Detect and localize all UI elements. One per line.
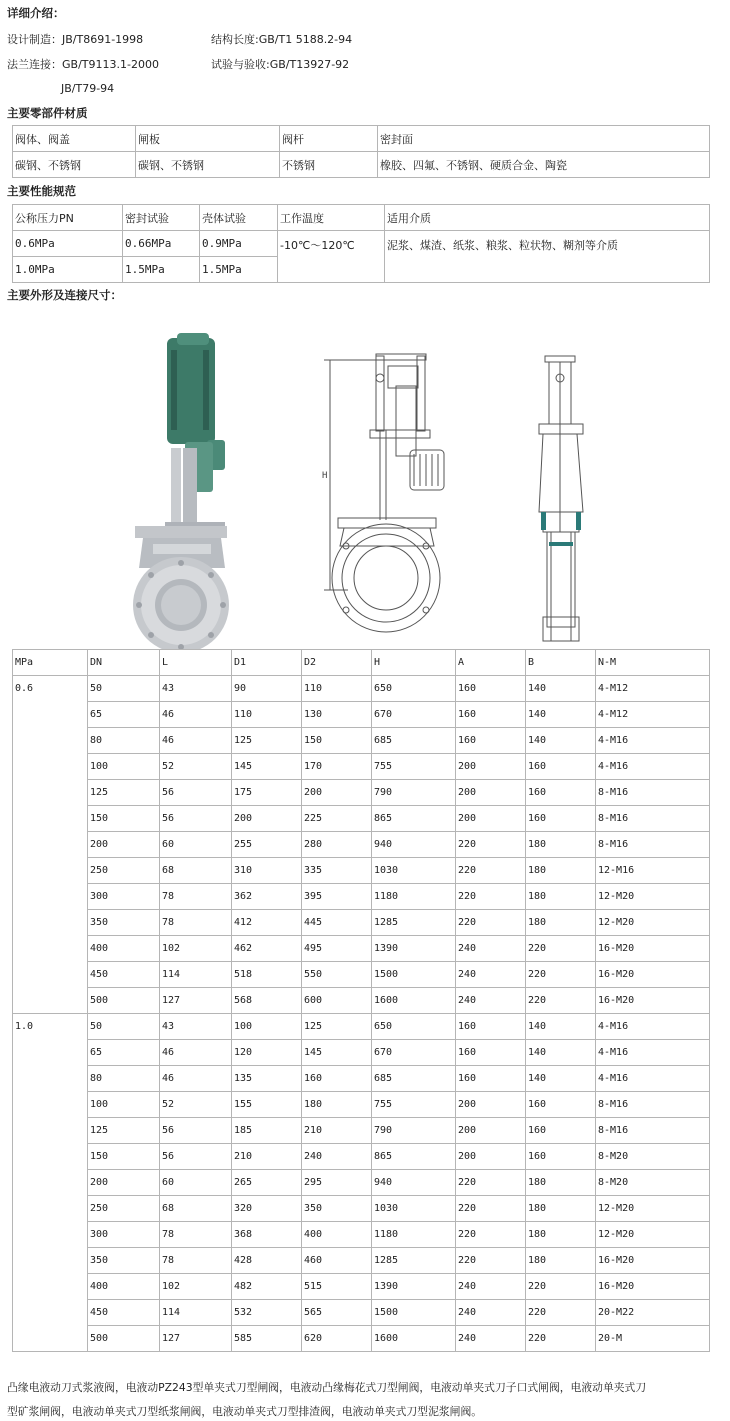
table-cell: 140 <box>526 1040 596 1066</box>
table-cell: 220 <box>456 884 526 910</box>
table-cell: 8-M20 <box>596 1170 710 1196</box>
table-cell: 16-M20 <box>596 962 710 988</box>
table-cell: 127 <box>160 988 232 1014</box>
spec-flange-2: JB/T79-94 <box>61 82 115 95</box>
table-cell: 650 <box>372 1014 456 1040</box>
footer-line-1: 凸缘电液动刀式浆液阀，电液动PZ243型单夹式刀型闸阀，电液动凸缘梅花式刀型闸阀，电液动单夹式刀子口式闸阀，电液动单夹式刀 <box>7 1381 647 1394</box>
table-cell: 220 <box>526 1300 596 1326</box>
performance-header: 壳体试验 <box>200 205 278 231</box>
table-cell: 320 <box>232 1196 302 1222</box>
performance-table <box>12 204 710 283</box>
medium-value: 泥浆、煤渣、纸浆、粮浆、粒状物、糊剂等介质 <box>385 231 710 283</box>
table-cell: 428 <box>232 1248 302 1274</box>
table-cell: 295 <box>302 1170 372 1196</box>
table-row <box>13 1248 710 1274</box>
table-cell: 125 <box>88 1118 160 1144</box>
table-cell: 518 <box>232 962 302 988</box>
table-cell: 790 <box>372 1118 456 1144</box>
table-cell: 180 <box>526 1222 596 1248</box>
table-cell: 78 <box>160 910 232 936</box>
table-cell: 670 <box>372 702 456 728</box>
table-cell: 395 <box>302 884 372 910</box>
table-cell: 310 <box>232 858 302 884</box>
table-cell: 125 <box>88 780 160 806</box>
table-cell: 160 <box>456 728 526 754</box>
dimensions-header-cell: DN <box>88 650 160 676</box>
table-cell: 110 <box>232 702 302 728</box>
table-cell: 1600 <box>372 1326 456 1352</box>
table-cell: 240 <box>456 1300 526 1326</box>
table-cell: 8-M16 <box>596 832 710 858</box>
materials-value: 碳钢、不锈钢 <box>136 152 280 178</box>
pn-value: 0.6MPa <box>13 231 123 257</box>
table-cell: 482 <box>232 1274 302 1300</box>
table-cell: 8-M16 <box>596 1118 710 1144</box>
table-cell: 220 <box>456 1222 526 1248</box>
table-cell: 127 <box>160 1326 232 1352</box>
table-cell: 78 <box>160 1248 232 1274</box>
table-cell: 180 <box>526 1170 596 1196</box>
table-cell: 4-M16 <box>596 1040 710 1066</box>
table-cell: 4-M16 <box>596 1066 710 1092</box>
table-row <box>13 728 710 754</box>
table-cell: 180 <box>526 858 596 884</box>
table-cell: 250 <box>88 1196 160 1222</box>
materials-header: 阀体、阀盖 <box>13 126 136 152</box>
table-cell: 210 <box>302 1118 372 1144</box>
table-cell: 495 <box>302 936 372 962</box>
table-cell: 500 <box>88 988 160 1014</box>
table-cell: 80 <box>88 1066 160 1092</box>
table-cell: 78 <box>160 884 232 910</box>
table-cell: 155 <box>232 1092 302 1118</box>
seal-test-value: 1.5MPa <box>123 257 200 283</box>
table-cell: 43 <box>160 1014 232 1040</box>
pressure-cell: 0.6 <box>13 676 88 1014</box>
shell-test-value: 0.9MPa <box>200 231 278 257</box>
spec-flange: 法兰连接：GB/T9113.1-2000 <box>7 58 159 71</box>
table-cell: 130 <box>302 702 372 728</box>
table-cell: 56 <box>160 1118 232 1144</box>
table-cell: 160 <box>526 806 596 832</box>
table-row <box>13 1274 710 1300</box>
table-cell: 140 <box>526 702 596 728</box>
table-row <box>13 1196 710 1222</box>
table-cell: 160 <box>302 1066 372 1092</box>
table-cell: 8-M16 <box>596 1092 710 1118</box>
table-cell: 200 <box>456 1092 526 1118</box>
table-cell: 180 <box>526 884 596 910</box>
table-cell: 1390 <box>372 1274 456 1300</box>
pn-value: 1.0MPa <box>13 257 123 283</box>
table-cell: 170 <box>302 754 372 780</box>
table-row <box>13 884 710 910</box>
table-row <box>13 936 710 962</box>
table-cell: 200 <box>456 806 526 832</box>
spec-test: 试验与验收:GB/T13927-92 <box>211 58 350 71</box>
table-row <box>13 1092 710 1118</box>
table-cell: 200 <box>456 754 526 780</box>
table-row <box>13 1170 710 1196</box>
dimensions-header-cell: MPa <box>13 650 88 676</box>
table-cell: 350 <box>302 1196 372 1222</box>
table-cell: 135 <box>232 1066 302 1092</box>
table-cell: 200 <box>302 780 372 806</box>
table-cell: 400 <box>302 1222 372 1248</box>
table-cell: 145 <box>302 1040 372 1066</box>
materials-value: 橡胶、四氟、不锈钢、硬质合金、陶瓷 <box>378 152 710 178</box>
table-cell: 68 <box>160 1196 232 1222</box>
table-cell: 4-M12 <box>596 676 710 702</box>
performance-header: 密封试验 <box>123 205 200 231</box>
valve-photo <box>125 330 235 650</box>
table-cell: 250 <box>88 858 160 884</box>
table-cell: 16-M20 <box>596 988 710 1014</box>
table-cell: 210 <box>232 1144 302 1170</box>
dimensions-table <box>12 649 710 1352</box>
table-row <box>13 1300 710 1326</box>
table-cell: 1500 <box>372 1300 456 1326</box>
table-row <box>13 1222 710 1248</box>
table-cell: 300 <box>88 1222 160 1248</box>
table-cell: 685 <box>372 728 456 754</box>
table-cell: 180 <box>302 1092 372 1118</box>
dimensions-header-cell: D1 <box>232 650 302 676</box>
table-cell: 46 <box>160 1040 232 1066</box>
dimensions-header-cell: H <box>372 650 456 676</box>
dimensions-header-cell: N-M <box>596 650 710 676</box>
table-cell: 160 <box>456 1066 526 1092</box>
table-cell: 755 <box>372 754 456 780</box>
table-cell: 4-M16 <box>596 754 710 780</box>
table-cell: 175 <box>232 780 302 806</box>
table-row <box>13 858 710 884</box>
table-cell: 12-M20 <box>596 910 710 936</box>
table-cell: 100 <box>88 1092 160 1118</box>
table-cell: 80 <box>88 728 160 754</box>
table-cell: 16-M20 <box>596 936 710 962</box>
table-cell: 200 <box>456 1118 526 1144</box>
table-cell: 160 <box>526 754 596 780</box>
table-cell: 68 <box>160 858 232 884</box>
table-row <box>13 962 710 988</box>
table-row <box>13 1040 710 1066</box>
table-cell: 78 <box>160 1222 232 1248</box>
table-cell: 1600 <box>372 988 456 1014</box>
table-cell: 515 <box>302 1274 372 1300</box>
table-cell: 46 <box>160 728 232 754</box>
table-cell: 220 <box>456 1170 526 1196</box>
table-row <box>13 1014 710 1040</box>
table-cell: 265 <box>232 1170 302 1196</box>
table-row <box>13 676 710 702</box>
table-cell: 43 <box>160 676 232 702</box>
table-cell: 100 <box>88 754 160 780</box>
table-cell: 568 <box>232 988 302 1014</box>
table-cell: 565 <box>302 1300 372 1326</box>
table-cell: 12-M16 <box>596 858 710 884</box>
table-cell: 1285 <box>372 1248 456 1274</box>
table-cell: 368 <box>232 1222 302 1248</box>
table-cell: 790 <box>372 780 456 806</box>
table-cell: 12-M20 <box>596 884 710 910</box>
table-cell: 532 <box>232 1300 302 1326</box>
table-cell: 65 <box>88 702 160 728</box>
table-cell: 160 <box>526 1092 596 1118</box>
table-cell: 120 <box>232 1040 302 1066</box>
table-cell: 600 <box>302 988 372 1014</box>
table-cell: 350 <box>88 1248 160 1274</box>
table-cell: 350 <box>88 910 160 936</box>
table-cell: 150 <box>302 728 372 754</box>
table-cell: 200 <box>456 780 526 806</box>
materials-value: 碳钢、不锈钢 <box>13 152 136 178</box>
table-cell: 46 <box>160 1066 232 1092</box>
table-cell: 125 <box>232 728 302 754</box>
table-cell: 460 <box>302 1248 372 1274</box>
table-cell: 255 <box>232 832 302 858</box>
front-view-drawing <box>318 350 450 640</box>
table-cell: 20-M22 <box>596 1300 710 1326</box>
table-cell: 300 <box>88 884 160 910</box>
table-cell: 1030 <box>372 858 456 884</box>
performance-header: 工作温度 <box>278 205 385 231</box>
table-cell: 220 <box>456 858 526 884</box>
table-cell: 8-M20 <box>596 1144 710 1170</box>
dimension-h-label: H <box>322 471 328 481</box>
table-cell: 160 <box>526 1118 596 1144</box>
table-cell: 102 <box>160 936 232 962</box>
table-cell: 160 <box>456 676 526 702</box>
table-cell: 865 <box>372 1144 456 1170</box>
table-cell: 65 <box>88 1040 160 1066</box>
table-cell: 160 <box>526 780 596 806</box>
table-cell: 50 <box>88 676 160 702</box>
table-cell: 240 <box>456 962 526 988</box>
materials-header: 密封面 <box>378 126 710 152</box>
table-cell: 220 <box>526 936 596 962</box>
dimensions-title: 主要外形及连接尺寸： <box>7 288 122 302</box>
table-row <box>13 910 710 936</box>
table-cell: 670 <box>372 1040 456 1066</box>
table-cell: 180 <box>526 1196 596 1222</box>
table-row <box>13 1066 710 1092</box>
table-cell: 1180 <box>372 884 456 910</box>
table-cell: 200 <box>232 806 302 832</box>
table-cell: 20-M <box>596 1326 710 1352</box>
table-cell: 56 <box>160 806 232 832</box>
table-cell: 940 <box>372 832 456 858</box>
table-cell: 8-M16 <box>596 806 710 832</box>
table-cell: 52 <box>160 754 232 780</box>
intro-title: 详细介绍： <box>7 6 65 20</box>
table-cell: 12-M20 <box>596 1222 710 1248</box>
shell-test-value: 1.5MPa <box>200 257 278 283</box>
table-cell: 160 <box>456 1040 526 1066</box>
table-cell: 56 <box>160 1144 232 1170</box>
table-cell: 225 <box>302 806 372 832</box>
table-row <box>13 988 710 1014</box>
table-cell: 200 <box>88 832 160 858</box>
spec-length: 结构长度:GB/T1 5188.2-94 <box>211 33 353 46</box>
table-row <box>13 702 710 728</box>
performance-title: 主要性能规范 <box>7 184 76 198</box>
table-cell: 60 <box>160 1170 232 1196</box>
table-cell: 1180 <box>372 1222 456 1248</box>
table-cell: 12-M20 <box>596 1196 710 1222</box>
table-cell: 240 <box>456 1274 526 1300</box>
table-cell: 52 <box>160 1092 232 1118</box>
table-cell: 1500 <box>372 962 456 988</box>
table-cell: 160 <box>456 1014 526 1040</box>
table-cell: 4-M12 <box>596 702 710 728</box>
table-row <box>13 832 710 858</box>
table-cell: 685 <box>372 1066 456 1092</box>
table-cell: 220 <box>526 988 596 1014</box>
table-cell: 16-M20 <box>596 1274 710 1300</box>
table-cell: 100 <box>232 1014 302 1040</box>
table-cell: 445 <box>302 910 372 936</box>
table-cell: 220 <box>526 962 596 988</box>
dimensions-header-cell: B <box>526 650 596 676</box>
table-row <box>13 754 710 780</box>
table-cell: 240 <box>456 988 526 1014</box>
table-cell: 550 <box>302 962 372 988</box>
table-cell: 150 <box>88 806 160 832</box>
table-cell: 755 <box>372 1092 456 1118</box>
dimensions-header-cell: L <box>160 650 232 676</box>
table-cell: 412 <box>232 910 302 936</box>
table-cell: 46 <box>160 702 232 728</box>
table-cell: 125 <box>302 1014 372 1040</box>
table-cell: 220 <box>456 832 526 858</box>
table-cell: 50 <box>88 1014 160 1040</box>
table-cell: 240 <box>456 936 526 962</box>
table-cell: 180 <box>526 1248 596 1274</box>
table-cell: 4-M16 <box>596 728 710 754</box>
dimensions-header-row <box>13 650 710 676</box>
performance-header: 公称压力PN <box>13 205 123 231</box>
table-cell: 620 <box>302 1326 372 1352</box>
side-view-drawing <box>535 352 595 647</box>
table-row <box>13 1118 710 1144</box>
table-cell: 1390 <box>372 936 456 962</box>
table-cell: 160 <box>456 702 526 728</box>
table-cell: 220 <box>526 1274 596 1300</box>
table-row <box>13 806 710 832</box>
table-cell: 220 <box>526 1326 596 1352</box>
table-cell: 4-M16 <box>596 1014 710 1040</box>
temperature-value: -10℃～120℃ <box>278 231 385 283</box>
table-cell: 280 <box>302 832 372 858</box>
materials-header: 闸板 <box>136 126 280 152</box>
table-cell: 200 <box>456 1144 526 1170</box>
pressure-cell: 1.0 <box>13 1014 88 1352</box>
table-cell: 462 <box>232 936 302 962</box>
table-cell: 8-M16 <box>596 780 710 806</box>
materials-header: 阀杆 <box>280 126 378 152</box>
table-cell: 180 <box>526 832 596 858</box>
dimensions-header-cell: A <box>456 650 526 676</box>
table-cell: 145 <box>232 754 302 780</box>
table-cell: 650 <box>372 676 456 702</box>
table-cell: 180 <box>526 910 596 936</box>
table-cell: 140 <box>526 1066 596 1092</box>
materials-value: 不锈钢 <box>280 152 378 178</box>
table-cell: 140 <box>526 728 596 754</box>
table-cell: 90 <box>232 676 302 702</box>
table-cell: 240 <box>302 1144 372 1170</box>
table-cell: 450 <box>88 1300 160 1326</box>
table-cell: 110 <box>302 676 372 702</box>
table-cell: 220 <box>456 910 526 936</box>
performance-header: 适用介质 <box>385 205 710 231</box>
table-cell: 185 <box>232 1118 302 1144</box>
table-cell: 362 <box>232 884 302 910</box>
table-cell: 940 <box>372 1170 456 1196</box>
table-cell: 1285 <box>372 910 456 936</box>
table-cell: 450 <box>88 962 160 988</box>
table-cell: 160 <box>526 1144 596 1170</box>
table-cell: 60 <box>160 832 232 858</box>
table-cell: 114 <box>160 962 232 988</box>
table-cell: 16-M20 <box>596 1248 710 1274</box>
table-cell: 56 <box>160 780 232 806</box>
table-cell: 865 <box>372 806 456 832</box>
table-cell: 140 <box>526 1014 596 1040</box>
table-cell: 400 <box>88 936 160 962</box>
table-cell: 102 <box>160 1274 232 1300</box>
table-cell: 400 <box>88 1274 160 1300</box>
table-cell: 240 <box>456 1326 526 1352</box>
table-cell: 140 <box>526 676 596 702</box>
table-cell: 114 <box>160 1300 232 1326</box>
table-cell: 200 <box>88 1170 160 1196</box>
table-cell: 1030 <box>372 1196 456 1222</box>
table-cell: 585 <box>232 1326 302 1352</box>
spec-design: 设计制造：JB/T8691-1998 <box>7 33 144 46</box>
table-cell: 220 <box>456 1248 526 1274</box>
seal-test-value: 0.66MPa <box>123 231 200 257</box>
dimensions-header-cell: D2 <box>302 650 372 676</box>
materials-title: 主要零部件材质 <box>7 106 88 120</box>
table-cell: 220 <box>456 1196 526 1222</box>
materials-table <box>12 125 710 178</box>
table-row <box>13 1326 710 1352</box>
table-row <box>13 1144 710 1170</box>
table-cell: 500 <box>88 1326 160 1352</box>
table-cell: 150 <box>88 1144 160 1170</box>
table-row <box>13 780 710 806</box>
footer-line-2: 型矿浆闸阀，电液动单夹式刀型纸浆闸阀，电液动单夹式刀型排渣阀，电液动单夹式刀型泥浆闸阀。 <box>7 1405 483 1418</box>
table-cell: 335 <box>302 858 372 884</box>
